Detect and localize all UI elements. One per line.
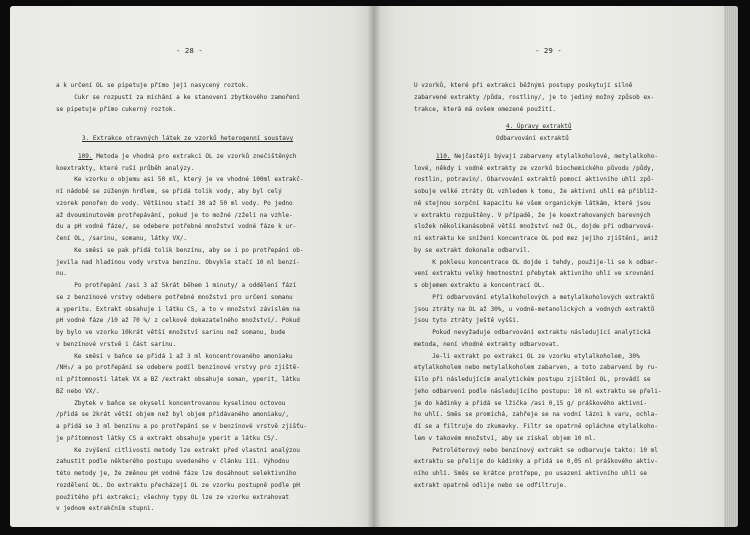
text-line: až dvouminutovém protřepávání, pokud je to možné /zželí na vzhle-: [56, 211, 293, 219]
text-line: Je-li extrakt po extrakci OL ze vzorku etylalkoholem, 30%: [414, 352, 640, 360]
paragraph-number: 109.: [78, 152, 93, 160]
text-line: se z benzínové vrstvy odebere potřebné množství pro určení somanu: [56, 293, 293, 301]
text-line: Při odbarvování etylalkoholových a metylalkoholových extraktů: [414, 293, 655, 301]
text-line: a yperitu. Extrakt obsahuje i látku CS, a to v množství závislém na: [56, 305, 300, 313]
text-line: v jednom extrakčním stupni.: [56, 505, 155, 513]
text-line: ní extraktu ke snížení koncentrace OL pod mez jejího zjištění, aniž: [414, 235, 658, 242]
text-line: Zbytek v baňce se okyselí koncentrovanou kyselinou octovou: [56, 399, 286, 407]
text-line: ní nádobě se zúženým hrdlem, se přidá tolik vody, aby byl celý: [56, 188, 282, 195]
text-line: jsou tyto ztráty ještě vyšší.: [414, 317, 520, 325]
text-line: ho uhlí. Směs se promíchá, zahřeje se na vodní lázni k varu, ochla-: [414, 411, 658, 419]
right-page: [374, 6, 738, 527]
text-line: jevila nad hladinou vody vrstva benzínu. Obvykle stačí 10 ml benzí-: [56, 258, 300, 266]
text-line-content: Metoda je vhodná pro extrakci OL ze vzorků znečištěných: [96, 152, 297, 160]
text-line: [56, 151, 368, 163]
text-line: ní přítomnosti látek VX a BZ /extrakt obsahuje soman, yperit, látku: [56, 376, 300, 383]
page-number: - 29 -: [535, 46, 562, 55]
right-page-text: [414, 80, 724, 492]
text-line: je do kádinky a přidá se lžička /asi 0,15 g/ práškového aktivní-: [414, 399, 647, 407]
text-line: zabarvené extrakty /půda, rostliny/, je to jediný možný způsob ex-: [414, 93, 655, 101]
book-spine: [367, 6, 381, 527]
text-line: jsou ztráty na OL až 30%, u vodně-metanolických a vodných extraktů: [414, 305, 655, 313]
text-line: [414, 151, 724, 163]
text-line: zahustit podle některého postupu uvedeného v článku 111. Výhodou: [56, 458, 289, 466]
text-line: jeho odbarvení podle následujícího postupu: 10 ml extraktu se přeli-: [414, 387, 662, 395]
page-number: - 28 -: [176, 46, 203, 55]
text-line: sobuje velké ztráty OL vzhledem k tomu, že aktivní uhlí má přibliž-: [414, 188, 658, 195]
text-line: lem v takovém množství, aby se získal objem 10 ml.: [414, 434, 597, 442]
text-line: šilo při následujícím analytickém postupu zjištění OL, provádí se: [414, 376, 651, 383]
text-line: Petroléterový nebo benzínový extrakt se odbarvuje takto: 10 ml: [414, 446, 658, 454]
text-line: Ke vzorku o objemu asi 50 ml, který je ve vhodné 100ml extrakč-: [56, 176, 304, 184]
text-line: du a pH vodné fáze/, se odebere potřebné množství vodné fáze k ur-: [56, 223, 297, 231]
open-book: [10, 6, 738, 527]
subheading: Odbarvování extraktů: [496, 135, 569, 142]
text-line: pH vodné fáze /10 až 70 %/ z celkově dokazatelného množství/. Pokud: [56, 317, 300, 325]
text-line: vení extraktu velký hmotnostní přebytek aktivního uhlí ve srovnání: [414, 270, 655, 278]
left-page-text: [56, 80, 368, 515]
text-line: Pokud nevyžaduje odbarvování extraktu následující analytická: [414, 329, 651, 336]
text-line: a přidá se 3 ml benzínu a po protřepání se v benzínové vrstvě zjišťu-: [56, 423, 308, 430]
paragraph-number: 110.: [436, 152, 451, 160]
text-line: extrakt opatrně odlije nebo se odfiltruje.: [414, 481, 567, 489]
text-line: /NH₃/ a po protřepání se odebere podíl benzínové vrstvy pro zjiště-: [56, 364, 300, 372]
text-line: Po protřepání /asi 3 až 5krát během 1 minuty/ a oddělení fází: [56, 282, 297, 289]
text-line: vzorek ponořen do vody. Většinou stačí 30 až 50 ml vody. Po jedno: [56, 199, 293, 207]
text-line: čení OL, /sarinu, somanu, látky VX/.: [56, 235, 188, 242]
text-line: rozdělení OL. Do extraktu přecházejí OL ze vzorku postupně podle pH: [56, 481, 300, 489]
text-line: extraktu se přelije do kádinky a přidá se 0,05 ml práškového aktiv-: [414, 458, 658, 466]
text-line: této metody je, že změnou pH vodné fáze lze dosáhnout selektivního: [56, 470, 297, 477]
text-line: v extraktu rozpuštěny. V případě, že je koextrahovaných barevných: [414, 211, 651, 219]
text-line: nu.: [56, 270, 67, 278]
text-line: Ke směsi se pak přidá tolik benzínu, aby se i po protřepání ob-: [56, 246, 304, 254]
text-line: BZ nebo VX/.: [56, 387, 100, 395]
text-line: složek několikanásobně větší množství než OL, dojde při odbarvová-: [414, 223, 655, 231]
text-line-content: Nejčastěji bývají zabarveny etylalkoholové, metylalkoho-: [454, 152, 659, 160]
text-line: by se extrakt dokonale odbarvil.: [414, 246, 531, 254]
section-heading: 4. Úpravy extraktů: [506, 123, 572, 131]
page-edges: [724, 6, 738, 527]
text-line: s objemem extraktu a koncentrací OL.: [414, 282, 546, 289]
text-line: U vzorků, které při extrakci běžnými postupy poskytují silně: [414, 82, 633, 89]
text-line: by bylo ve vzorku 10krát větší množství sarinu než somanu, bude: [56, 329, 286, 336]
text-line: lové, někdy i vodné extrakty ze vzorků biochemického původu /půdy,: [414, 164, 655, 172]
text-line: ně stejnou sorpční kapacitu ke všem organickým látkám, které jsou: [414, 199, 651, 207]
text-line: ního uhlí. Směs se krátce protřepe, po usazení aktivního uhlí se: [414, 470, 647, 477]
text-line: koextrakty, které ruší průběh analýzy.: [56, 164, 195, 172]
text-line: /přidá se 2krát větší objem než byl objem přidávaného amoniaku/,: [56, 411, 289, 419]
section-heading: 3. Extrakce otravných látek ze vzorků heterogenní soustavy: [82, 135, 294, 142]
text-line: je přítomnost látky CS a extrakt obsahuje yperit a látku CS/.: [56, 434, 279, 442]
text-line: se pipetuje přímo cukerný roztok.: [56, 105, 177, 113]
text-line: Cukr se rozpustí za míchání a ke stanovení zbytkového zamoření: [56, 93, 300, 101]
left-page: [10, 6, 374, 527]
text-line: použitého při extrakci; všechny typy OL lze ze vzorku extrahovat: [56, 493, 289, 501]
text-line: K poklesu koncentrace OL dojde i tehdy, použije-li se k odbar-: [414, 258, 658, 266]
text-line: Ke směsi v baňce se přidá 1 až 3 ml koncentrovaného amoniaku: [56, 352, 293, 360]
text-line: dí se a filtruje do zkumavky. Filtr se opatrně opláchne etylalkoho-: [414, 423, 658, 430]
text-line: metoda, není vhodné extrakty odbarvovat.: [414, 340, 560, 348]
text-line: rostlin, potravin/. Obarvování extraktů pomocí aktivního uhlí způ-: [414, 176, 655, 184]
text-line: v benzínové vrstvě i část sarinu.: [56, 340, 177, 348]
text-line: trakce, která má ovšem omezené použití.: [414, 105, 556, 113]
text-line: a k určení OL se pipetuje přímo její nasycený roztok.: [56, 82, 249, 89]
text-line: Ke zvýšení citlivosti metody lze extrakt před vlastní analýzou: [56, 446, 300, 454]
text-line: etylalkoholem nebo metylalkoholem zabarven, a toto zabarvení by ru-: [414, 364, 658, 372]
